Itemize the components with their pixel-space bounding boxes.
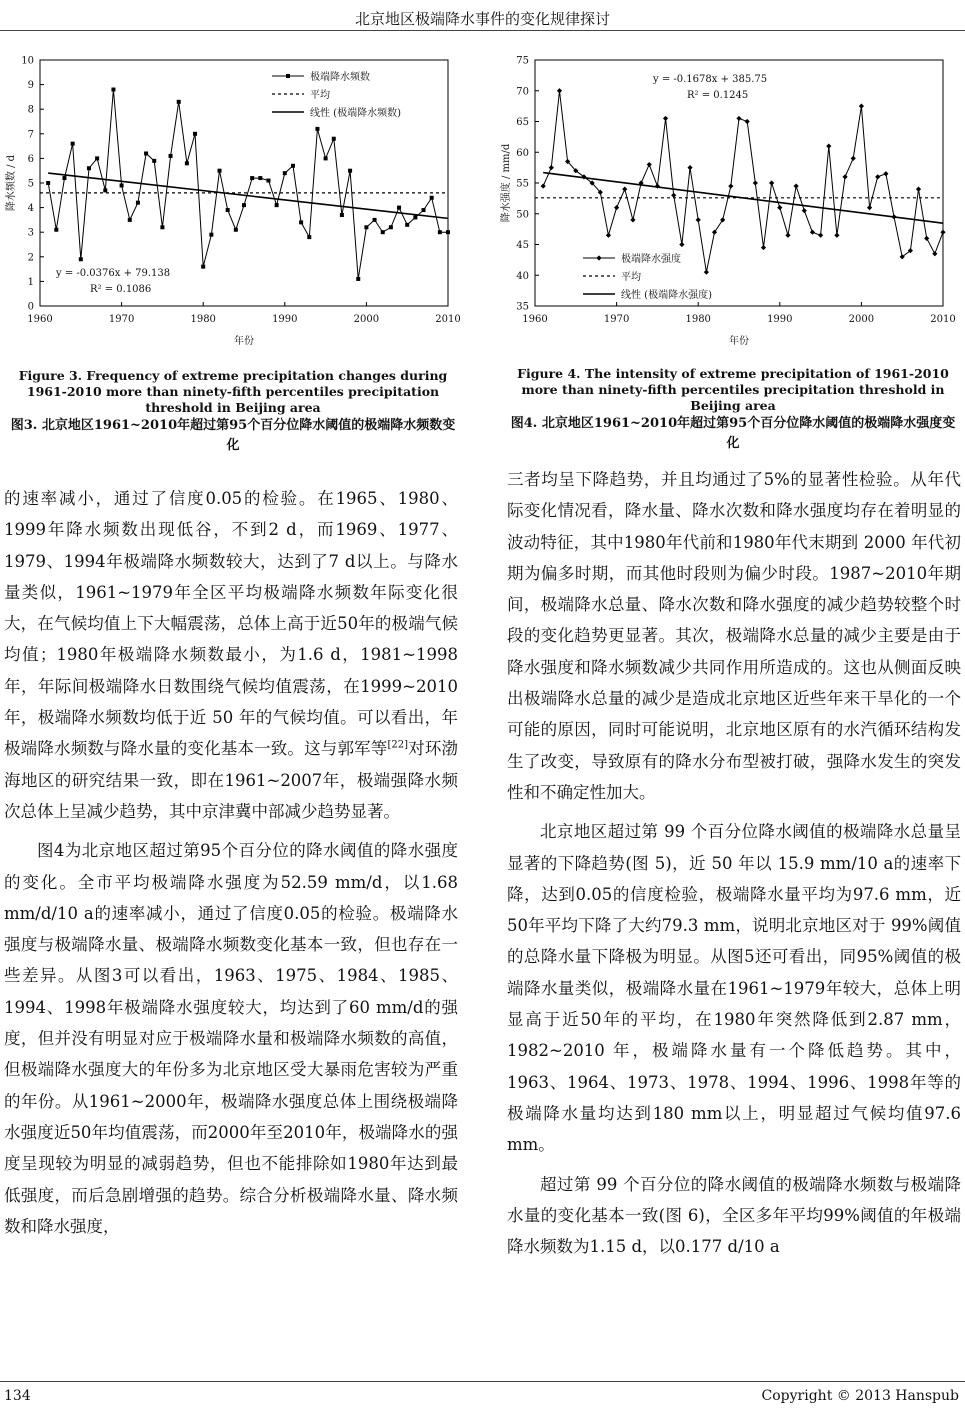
data-point <box>266 179 270 183</box>
data-point <box>144 151 148 155</box>
data-point <box>201 265 205 269</box>
x-tick-label: 2010 <box>930 314 956 325</box>
y-tick-label: 65 <box>516 117 529 128</box>
data-point <box>234 228 238 232</box>
trend-equation: y = -0.1678x + 385.75 <box>653 74 768 85</box>
data-point <box>291 164 295 168</box>
data-point <box>169 154 173 158</box>
y-tick-label: 10 <box>21 55 34 67</box>
data-point <box>299 220 303 224</box>
data-point <box>275 203 279 207</box>
data-point <box>622 187 627 192</box>
y-tick-label: 60 <box>516 147 529 159</box>
y-tick-label: 7 <box>27 129 34 141</box>
x-tick-label: 1980 <box>685 314 711 325</box>
data-point <box>397 206 401 210</box>
data-point <box>916 187 921 192</box>
figure-4-caption <box>508 366 958 454</box>
x-tick-label: 2000 <box>353 314 380 325</box>
data-point <box>340 213 344 217</box>
legend-label: 平均 <box>310 90 330 101</box>
left-paragraph-1 <box>4 483 458 827</box>
y-axis-label: 降水频数 / d <box>6 154 17 212</box>
data-point <box>324 156 328 160</box>
figure-4-chart <box>495 48 965 358</box>
data-point <box>71 142 75 146</box>
y-axis-label: 降水强度 / mm/d <box>501 143 512 223</box>
data-point <box>794 183 799 188</box>
running-header: 北京地区极端降水事件的变化规律探讨 <box>354 10 610 28</box>
data-point <box>438 230 442 234</box>
data-point <box>630 217 635 222</box>
data-point <box>250 176 254 180</box>
data-point <box>647 162 652 167</box>
x-tick-label: 1970 <box>603 314 630 325</box>
citation-ref: [22] <box>387 739 408 751</box>
figure-4-svg <box>495 48 965 358</box>
x-tick-label: 1970 <box>108 314 135 325</box>
data-point <box>736 116 741 121</box>
x-tick-label: 1990 <box>767 314 793 325</box>
y-tick-label: 0 <box>27 301 34 313</box>
data-point <box>218 169 222 173</box>
data-point <box>120 183 124 187</box>
x-tick-label: 2000 <box>848 314 875 325</box>
data-point <box>671 193 676 198</box>
data-point <box>810 230 815 235</box>
data-point <box>834 233 839 238</box>
y-tick-label: 3 <box>27 227 34 239</box>
data-point <box>712 230 717 235</box>
data-point <box>541 183 546 188</box>
y-tick-label: 55 <box>516 178 529 190</box>
y-tick-label: 1 <box>27 276 34 288</box>
data-point <box>332 137 336 141</box>
figure-3-caption-en: Figure 3. Frequency of extreme precipitation changes during 1961-2010 more than ninety-fifth percentiles precipitation threshold in Beijing area <box>18 368 448 415</box>
y-tick-label: 70 <box>516 86 529 98</box>
data-point <box>557 88 562 93</box>
y-tick-label: 4 <box>27 203 34 215</box>
y-tick-label: 5 <box>27 178 34 190</box>
data-point <box>875 174 880 179</box>
copyright: Copyright © 2013 Hanspub <box>761 1388 959 1404</box>
data-point <box>136 201 140 205</box>
right-paragraph-1: 三者均呈下降趋势，并且均通过了5%的显著性检验。从年代际变化情况看，降水量、降水次数和降水强度均存在着明显的波动特征，其中1980年代前和1980年代末期到 2000 年代初期为偏多时期，而其他时段则为偏少时段。1987~2010年期间，极端降水总量、降水次数和降水强度的减少趋势较整个时段的变化趋势更显著。其次，极端降水总量的减少主要是由于降水强度和降水频数减少共同作用所造成的。这也从侧面反映出极端降水总量的减少是造成北京地区近些年来干旱化的一个可能的原因，同时可能说明，北京地区原有的水汽循环结构发生了改变，导致原有的降水分布型被打破，强降水发生的突发性和不确定性加大。 <box>507 470 961 802</box>
legend-label: 极端降水强度 <box>621 254 681 265</box>
figure-4-caption-cn: 图4. 北京地区1961~2010年超过第95个百分位降水阈值的极端降水强度变化 <box>510 416 956 451</box>
legend-label: 线性 (极端降水强度) <box>621 290 712 301</box>
y-tick-label: 50 <box>516 209 529 221</box>
x-tick-label: 1960 <box>27 314 53 325</box>
figure-3-caption-cn: 图3. 北京地区1961~2010年超过第95个百分位降水阈值的极端降水频数变化 <box>10 418 456 453</box>
data-point <box>777 205 782 210</box>
data-point <box>940 230 945 235</box>
data-point <box>761 245 766 250</box>
y-tick-label: 9 <box>27 80 34 92</box>
data-point <box>46 181 50 185</box>
data-point <box>802 208 807 213</box>
legend-label: 极端降水频数 <box>310 72 370 83</box>
x-axis-label: 年份 <box>234 336 254 347</box>
figure-3-caption <box>8 368 458 456</box>
data-point <box>356 277 360 281</box>
data-point <box>720 217 725 222</box>
data-point <box>859 104 864 109</box>
legend-marker <box>596 255 601 260</box>
data-point <box>614 205 619 210</box>
data-point <box>226 208 230 212</box>
legend-label: 线性 (极端降水频数) <box>310 108 401 119</box>
data-point <box>606 233 611 238</box>
data-point <box>446 230 450 234</box>
data-point <box>54 228 58 232</box>
data-point <box>785 233 790 238</box>
data-point <box>851 156 856 161</box>
data-point <box>258 176 262 180</box>
data-point <box>373 218 377 222</box>
data-point <box>549 165 554 170</box>
data-point <box>422 208 426 212</box>
data-point <box>413 215 417 219</box>
data-point <box>679 242 684 247</box>
x-tick-label: 1960 <box>522 314 548 325</box>
data-point <box>728 183 733 188</box>
data-point <box>704 270 709 275</box>
data-point <box>932 251 937 256</box>
data-point <box>826 144 831 149</box>
figure-3-chart <box>0 48 470 358</box>
data-point <box>209 233 213 237</box>
left-paragraph-1-end: 对环渤海地区的研究结果一致，即在1961~2007年，极端强降水频次总体上呈减少趋势，其中京津冀中部减少趋势显著。 <box>4 739 458 821</box>
data-point <box>185 161 189 165</box>
legend-label: 平均 <box>621 272 641 283</box>
data-point <box>128 218 132 222</box>
y-tick-label: 8 <box>27 104 34 116</box>
data-point <box>867 205 872 210</box>
trend-equation: y = -0.0376x + 79.138 <box>56 268 171 279</box>
x-axis-label: 年份 <box>729 336 749 347</box>
data-point <box>79 257 83 261</box>
y-tick-label: 35 <box>516 301 529 313</box>
data-series-line <box>543 91 943 272</box>
x-tick-label: 2010 <box>435 314 461 325</box>
legend-marker <box>286 74 290 78</box>
data-point <box>87 166 91 170</box>
data-point <box>663 116 668 121</box>
data-point <box>883 171 888 176</box>
data-point <box>315 127 319 131</box>
left-paragraph-2: 图4为北京地区超过第95个百分位的降水阈值的降水强度的变化。全市平均极端降水强度为52.59 mm/d，以1.68 mm/d/10 a的速率减小，通过了信度0.05的检验。极端降水强度与极端降水量、极端降水频数变化基本一致，但也存在一些差异。从图3可以看出，1963、1975、1984、1985、1994、1998年极端降水强度较大，均达到了60 mm/d的强度，但并没有明显对应于极端降水量和极端降水频数的高值，但极端降水强度大的年份多为北京地区受大暴雨危害较为严重的年份。从1961~2000年，极端降水强度总体上围绕极端降水强度近50年均值震荡，而2000年至2010年，极端降水的强度呈现较为明显的减弱趋势，但也不能排除如1980年达到最低强度，而后急剧增强的趋势。综合分析极端降水量、降水频数和降水强度， <box>4 841 458 1236</box>
data-point <box>687 165 692 170</box>
left-column <box>4 483 458 1242</box>
y-tick-label: 2 <box>27 252 34 264</box>
data-point <box>307 235 311 239</box>
data-point <box>95 156 99 160</box>
data-point <box>111 88 115 92</box>
data-point <box>62 176 66 180</box>
x-tick-label: 1980 <box>190 314 216 325</box>
data-point <box>348 169 352 173</box>
y-tick-label: 45 <box>516 240 529 251</box>
y-tick-label: 75 <box>516 55 529 67</box>
data-point <box>381 230 385 234</box>
data-point <box>177 100 181 104</box>
r-squared: R² = 0.1245 <box>687 90 749 101</box>
data-point <box>745 119 750 124</box>
data-point <box>152 159 156 163</box>
data-point <box>696 217 701 222</box>
data-point <box>242 203 246 207</box>
right-paragraph-3: 超过第 99 个百分位的降水阈值的极端降水频数与极端降水量的变化基本一致(图 6)，全区多年平均99%阈值的年极端降水频数为1.15 d，以0.177 d/10 a <box>507 1174 961 1257</box>
figure-3-svg <box>0 48 470 358</box>
data-point <box>283 171 287 175</box>
page-number: 134 <box>4 1388 31 1404</box>
right-paragraph-2: 北京地区超过第 99 个百分位降水阈值的极端降水总量呈显著的下降趋势(图 5)，近 50 年以 15.9 mm/10 a的速率下降，达到0.05的信度检验，极端降水量平均为97.6 mm，近50年平均下降了大约79.3 mm，说明北京地区对于 99%阈值的总降水量下降极为明显。从图5还可看出，同95%阈值的极端降水量类似，极端降水量在1961~1979年较大，总体上明显高于近50年的平均，在1980年突然降低到2.87 mm，1982~2010 年，极端降水量有一个降低趋势。其中，1963、1964、1973、1978、1994、1996、1998年等的极端降水量均达到180 mm以上，明显超过气候均值97.6 mm。 <box>507 822 961 1155</box>
right-column <box>507 464 961 1262</box>
header-rule <box>0 30 965 31</box>
data-point <box>753 180 758 185</box>
r-squared: R² = 0.1086 <box>90 284 152 295</box>
data-point <box>818 233 823 238</box>
data-point <box>389 225 393 229</box>
data-point <box>364 225 368 229</box>
footer-rule <box>0 1381 965 1382</box>
x-tick-label: 1990 <box>272 314 298 325</box>
data-point <box>769 180 774 185</box>
y-tick-label: 40 <box>516 270 529 282</box>
y-tick-label: 6 <box>27 153 34 165</box>
data-point <box>842 174 847 179</box>
data-point <box>405 223 409 227</box>
figure-4-caption-en: Figure 4. The intensity of extreme precipitation of 1961-2010 more than ninety-fifth percentiles precipitation threshold in Beijing area <box>517 366 949 413</box>
left-paragraph-1-text: 的速率减小，通过了信度0.05的检验。在1965、1980、1999年降水频数出现低谷，不到2 d，而1969、1977、1979、1994年极端降水频数较大，达到了7 d以上。与降水量类似，1961~1979年全区平均极端降水频数年际变化很大，在气候均值上下大幅震荡，总体上高于近50年的极端气候均值；1980年极端降水频数最小，为1.6 d，1981~1998年，年际间极端降水日数围绕气候均值震荡，在1999~2010年，极端降水频数均低于近 50 年的气候均值。可以看出，年极端降水频数与降水量的变化基本一致。这与郭军等 <box>4 489 458 759</box>
trend-line <box>48 173 448 218</box>
data-point <box>103 188 107 192</box>
data-point <box>193 132 197 136</box>
data-point <box>891 214 896 219</box>
data-point <box>430 196 434 200</box>
data-point <box>924 236 929 241</box>
data-point <box>160 225 164 229</box>
